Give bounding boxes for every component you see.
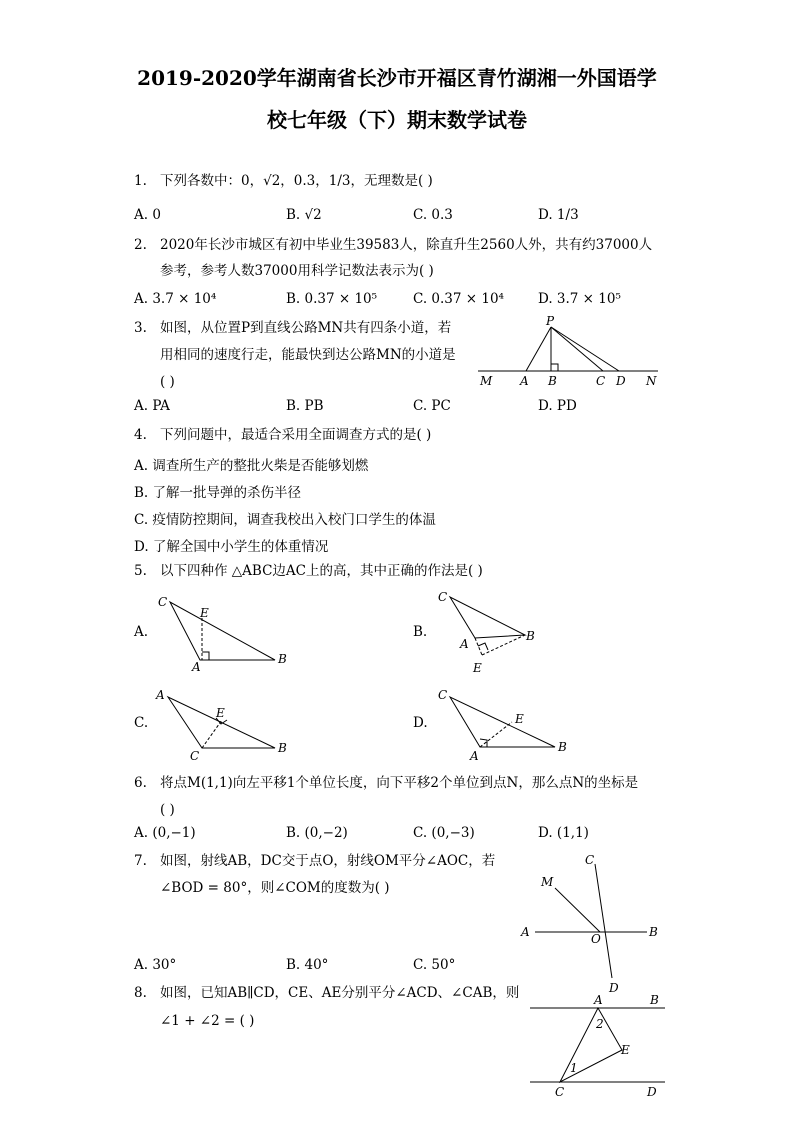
option-d[interactable]: D. 3.7 × 10⁵ [538,291,621,307]
label-a: A [470,749,479,763]
option-b[interactable]: B. PB [286,398,324,414]
label-b: B [278,652,287,666]
option-a[interactable]: A. [134,624,149,640]
option-c[interactable]: C. 50° [413,957,456,973]
label-m: M [541,875,554,889]
label-c: C [585,853,595,867]
option-a[interactable]: A. 30° [134,957,177,973]
question-text-cont: 参考，参考人数37000用科学记数法表示为( ) [160,263,434,279]
option-b[interactable]: B. 0.37 × 10⁵ [286,291,378,307]
label-b: B [649,925,658,939]
option-d[interactable]: D. 1/3 [538,207,579,223]
question-number: 5. [134,563,147,579]
label-d: D [609,981,619,995]
label-b: B [650,993,659,1007]
question-2 [134,232,652,258]
question-text: 如图，射线AB，DC交于点O，射线OM平分∠AOC，若 [160,853,496,869]
figure-q8 [525,990,670,1103]
label-a: A [594,993,603,1007]
option-c[interactable]: C. PC [413,398,451,414]
label-c: C [438,590,448,604]
option-b[interactable]: B. 了解一批导弹的杀伤半径 [134,485,302,501]
option-c[interactable]: C. 疫情防控期间，调查我校出入校门口学生的体温 [134,512,436,528]
label-c: C [158,595,168,609]
option-d[interactable]: D. PD [538,398,577,414]
label-angle-2: 2 [596,1017,604,1031]
figure-q5a [150,590,295,675]
label-n: N [646,374,657,388]
label-c: C [438,688,448,702]
question-4 [134,422,431,448]
question-number: 8. [134,985,147,1001]
question-number: 4. [134,427,147,443]
option-d[interactable]: D. [413,715,428,731]
option-b[interactable]: B. 40° [286,957,329,973]
question-7 [134,848,495,874]
label-e: E [216,706,225,720]
label-e: E [473,661,482,675]
label-c: C [555,1085,565,1099]
question-text-cont: ∠1 + ∠2 = ( ) [160,1013,255,1029]
option-a[interactable]: A. 调查所生产的整批火柴是否能够划燃 [134,458,369,474]
label-b: B [558,740,567,754]
label-m: M [480,374,493,388]
question-number: 2. [134,237,147,253]
label-e: E [621,1043,630,1057]
question-8 [134,980,519,1006]
label-a: A [521,925,530,939]
option-c[interactable]: C. [134,715,149,731]
option-b[interactable]: B. √2 [286,207,322,223]
question-text: 如图，已知AB∥CD，CE、AE分别平分∠ACD、∠CAB，则 [160,985,520,1001]
label-a: A [520,374,529,388]
option-d[interactable]: D. 了解全国中小学生的体重情况 [134,539,329,555]
option-c[interactable]: C. 0.37 × 10⁴ [413,291,504,307]
label-p: P [546,314,555,328]
question-text-cont: ( ) [160,802,175,818]
label-a: A [192,660,201,674]
label-d: D [616,374,626,388]
page-title-line2: 校七年级（下）期末数学试卷 [267,108,527,132]
question-text: 将点M(1,1)向左平移1个单位长度，向下平移2个单位到点N，那么点N的坐标是 [160,775,639,791]
option-a[interactable]: A. 0 [134,207,161,223]
label-b: B [526,629,535,643]
figure-q5b [430,585,545,680]
question-number: 3. [134,320,147,336]
option-a[interactable]: A. PA [134,398,170,414]
question-text: 以下四种作 △ABC边AC上的高，其中正确的作法是( ) [160,563,483,579]
label-a: A [460,637,469,651]
question-text-cont: 用相同的速度行走，能最快到达公路MN的小道是 [160,347,456,363]
question-number: 6. [134,775,147,791]
label-o: O [591,932,601,946]
label-b: B [278,741,287,755]
option-c[interactable]: C. 0.3 [413,207,453,223]
figure-q5d [430,685,575,765]
option-a[interactable]: A. (0,−1) [134,825,196,841]
question-text: 如图，从位置P到直线公路MN共有四条小道，若 [160,320,452,336]
label-d: D [647,1085,657,1099]
label-c: C [596,374,606,388]
figure-q7 [515,850,665,1000]
question-5 [134,558,483,584]
question-number: 1. [134,173,147,189]
label-a: A [156,688,165,702]
question-text: 下列各数中：0，√2，0.3，1/3，无理数是( ) [160,173,433,189]
question-number: 7. [134,853,147,869]
question-1 [134,168,433,194]
option-b[interactable]: B. [413,624,428,640]
question-6 [134,770,638,796]
option-a[interactable]: A. 3.7 × 10⁴ [134,291,217,307]
option-b[interactable]: B. (0,−2) [286,825,348,841]
question-text-cont: ∠BOD = 80°，则∠COM的度数为( ) [160,880,390,896]
page-title-line1: 2019-2020学年湖南省长沙市开福区青竹湖湘一外国语学 [137,66,657,90]
question-text-cont: ( ) [160,374,175,390]
label-e: E [515,712,524,726]
option-c[interactable]: C. (0,−3) [413,825,475,841]
label-c: C [190,749,200,763]
label-e: E [200,606,209,620]
question-text: 下列问题中，最适合采用全面调查方式的是( ) [160,427,432,443]
question-text: 2020年长沙市城区有初中毕业生39583人，除直升生2560人外，共有约37000人 [160,237,653,253]
figure-q5c [150,685,295,765]
figure-q3 [476,312,661,392]
option-d[interactable]: D. (1,1) [538,825,589,841]
question-3 [134,315,451,341]
label-b: B [548,374,557,388]
label-angle-1: 1 [570,1061,578,1075]
